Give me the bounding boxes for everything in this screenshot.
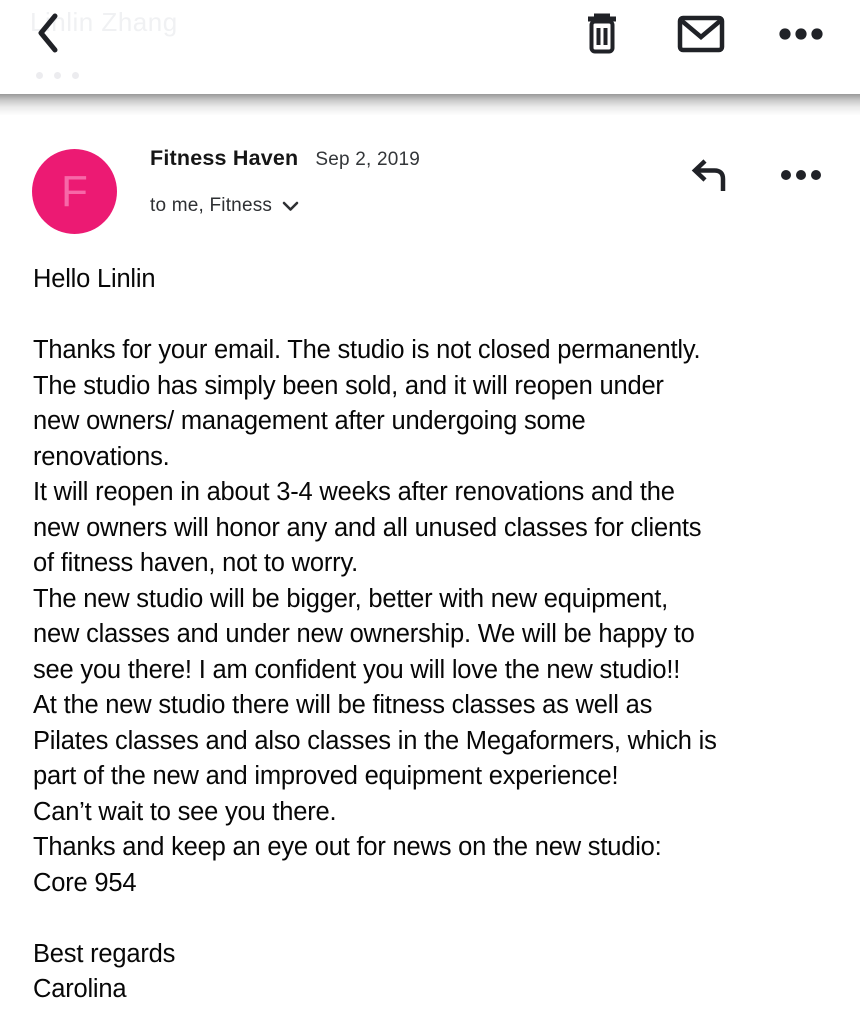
body-text-line: Best regards (33, 939, 176, 968)
recipients-expander[interactable] (150, 195, 299, 217)
body-text-line (33, 298, 833, 334)
reply-button[interactable] (685, 152, 733, 200)
email-body (33, 262, 833, 1008)
body-text-line: Thanks for your email. The studio is not closed permanently. (33, 336, 701, 364)
body-text-line: It will reopen in about 3-4 weeks after renovations and the (33, 478, 675, 506)
reply-arrow-icon (687, 157, 731, 196)
mark-unread-button[interactable] (677, 11, 725, 59)
sender-row (150, 146, 420, 171)
envelope-icon (677, 14, 725, 57)
back-chevron-icon (33, 11, 63, 58)
body-text-line: Pilates classes and also classes in the Megaformers, which is (33, 726, 717, 755)
chevron-down-icon (282, 199, 299, 217)
body-text-line: Hello Linlin (33, 265, 156, 293)
body-text-line: renovations. (33, 442, 170, 471)
body-text-line: The studio has simply been sold, and it will reopen under (33, 371, 664, 400)
body-text-line: Can’t wait to see you there. (33, 797, 337, 826)
app-bar (0, 0, 860, 94)
body-text-line: At the new studio there will be fitness classes as well as (33, 691, 653, 719)
body-text-line: new owners will honor any and all unused classes for clients (33, 513, 702, 542)
delete-button[interactable] (578, 11, 626, 59)
recipients-label: to me, Fitness (150, 195, 273, 216)
body-text-line: new classes and under new ownership. We will be happy to (33, 620, 695, 648)
sender-avatar[interactable] (32, 149, 117, 234)
body-text-line (33, 901, 833, 937)
ghost-contact-name: Linlin Zhang (30, 7, 178, 37)
ellipsis-icon (779, 168, 823, 185)
ellipsis-icon (777, 26, 825, 45)
app-bar-shadow (0, 94, 860, 118)
email-date: Sep 2, 2019 (315, 149, 421, 170)
ghost-ellipsis (36, 72, 79, 79)
trash-icon (581, 11, 623, 60)
body-text-line: Thanks and keep an eye out for news on the new studio: (33, 833, 662, 861)
overflow-menu-button[interactable] (777, 11, 825, 59)
email-header (0, 140, 860, 250)
sender-name: Fitness Haven (150, 146, 299, 170)
body-text-line: new owners/ management after undergoing some (33, 407, 586, 435)
message-overflow-button[interactable] (777, 152, 825, 200)
avatar-letter: F (61, 166, 88, 216)
body-text-line: of fitness haven, not to worry. (33, 549, 358, 577)
body-text-line: The new studio will be bigger, better with new equipment, (33, 584, 668, 613)
back-button[interactable] (24, 10, 72, 58)
body-text-line: see you there! I am confident you will love the new studio!! (33, 655, 681, 684)
body-text-line: part of the new and improved equipment experience! (33, 762, 619, 790)
body-text-line: Core 954 (33, 868, 137, 897)
body-text-line: Carolina (33, 975, 127, 1003)
